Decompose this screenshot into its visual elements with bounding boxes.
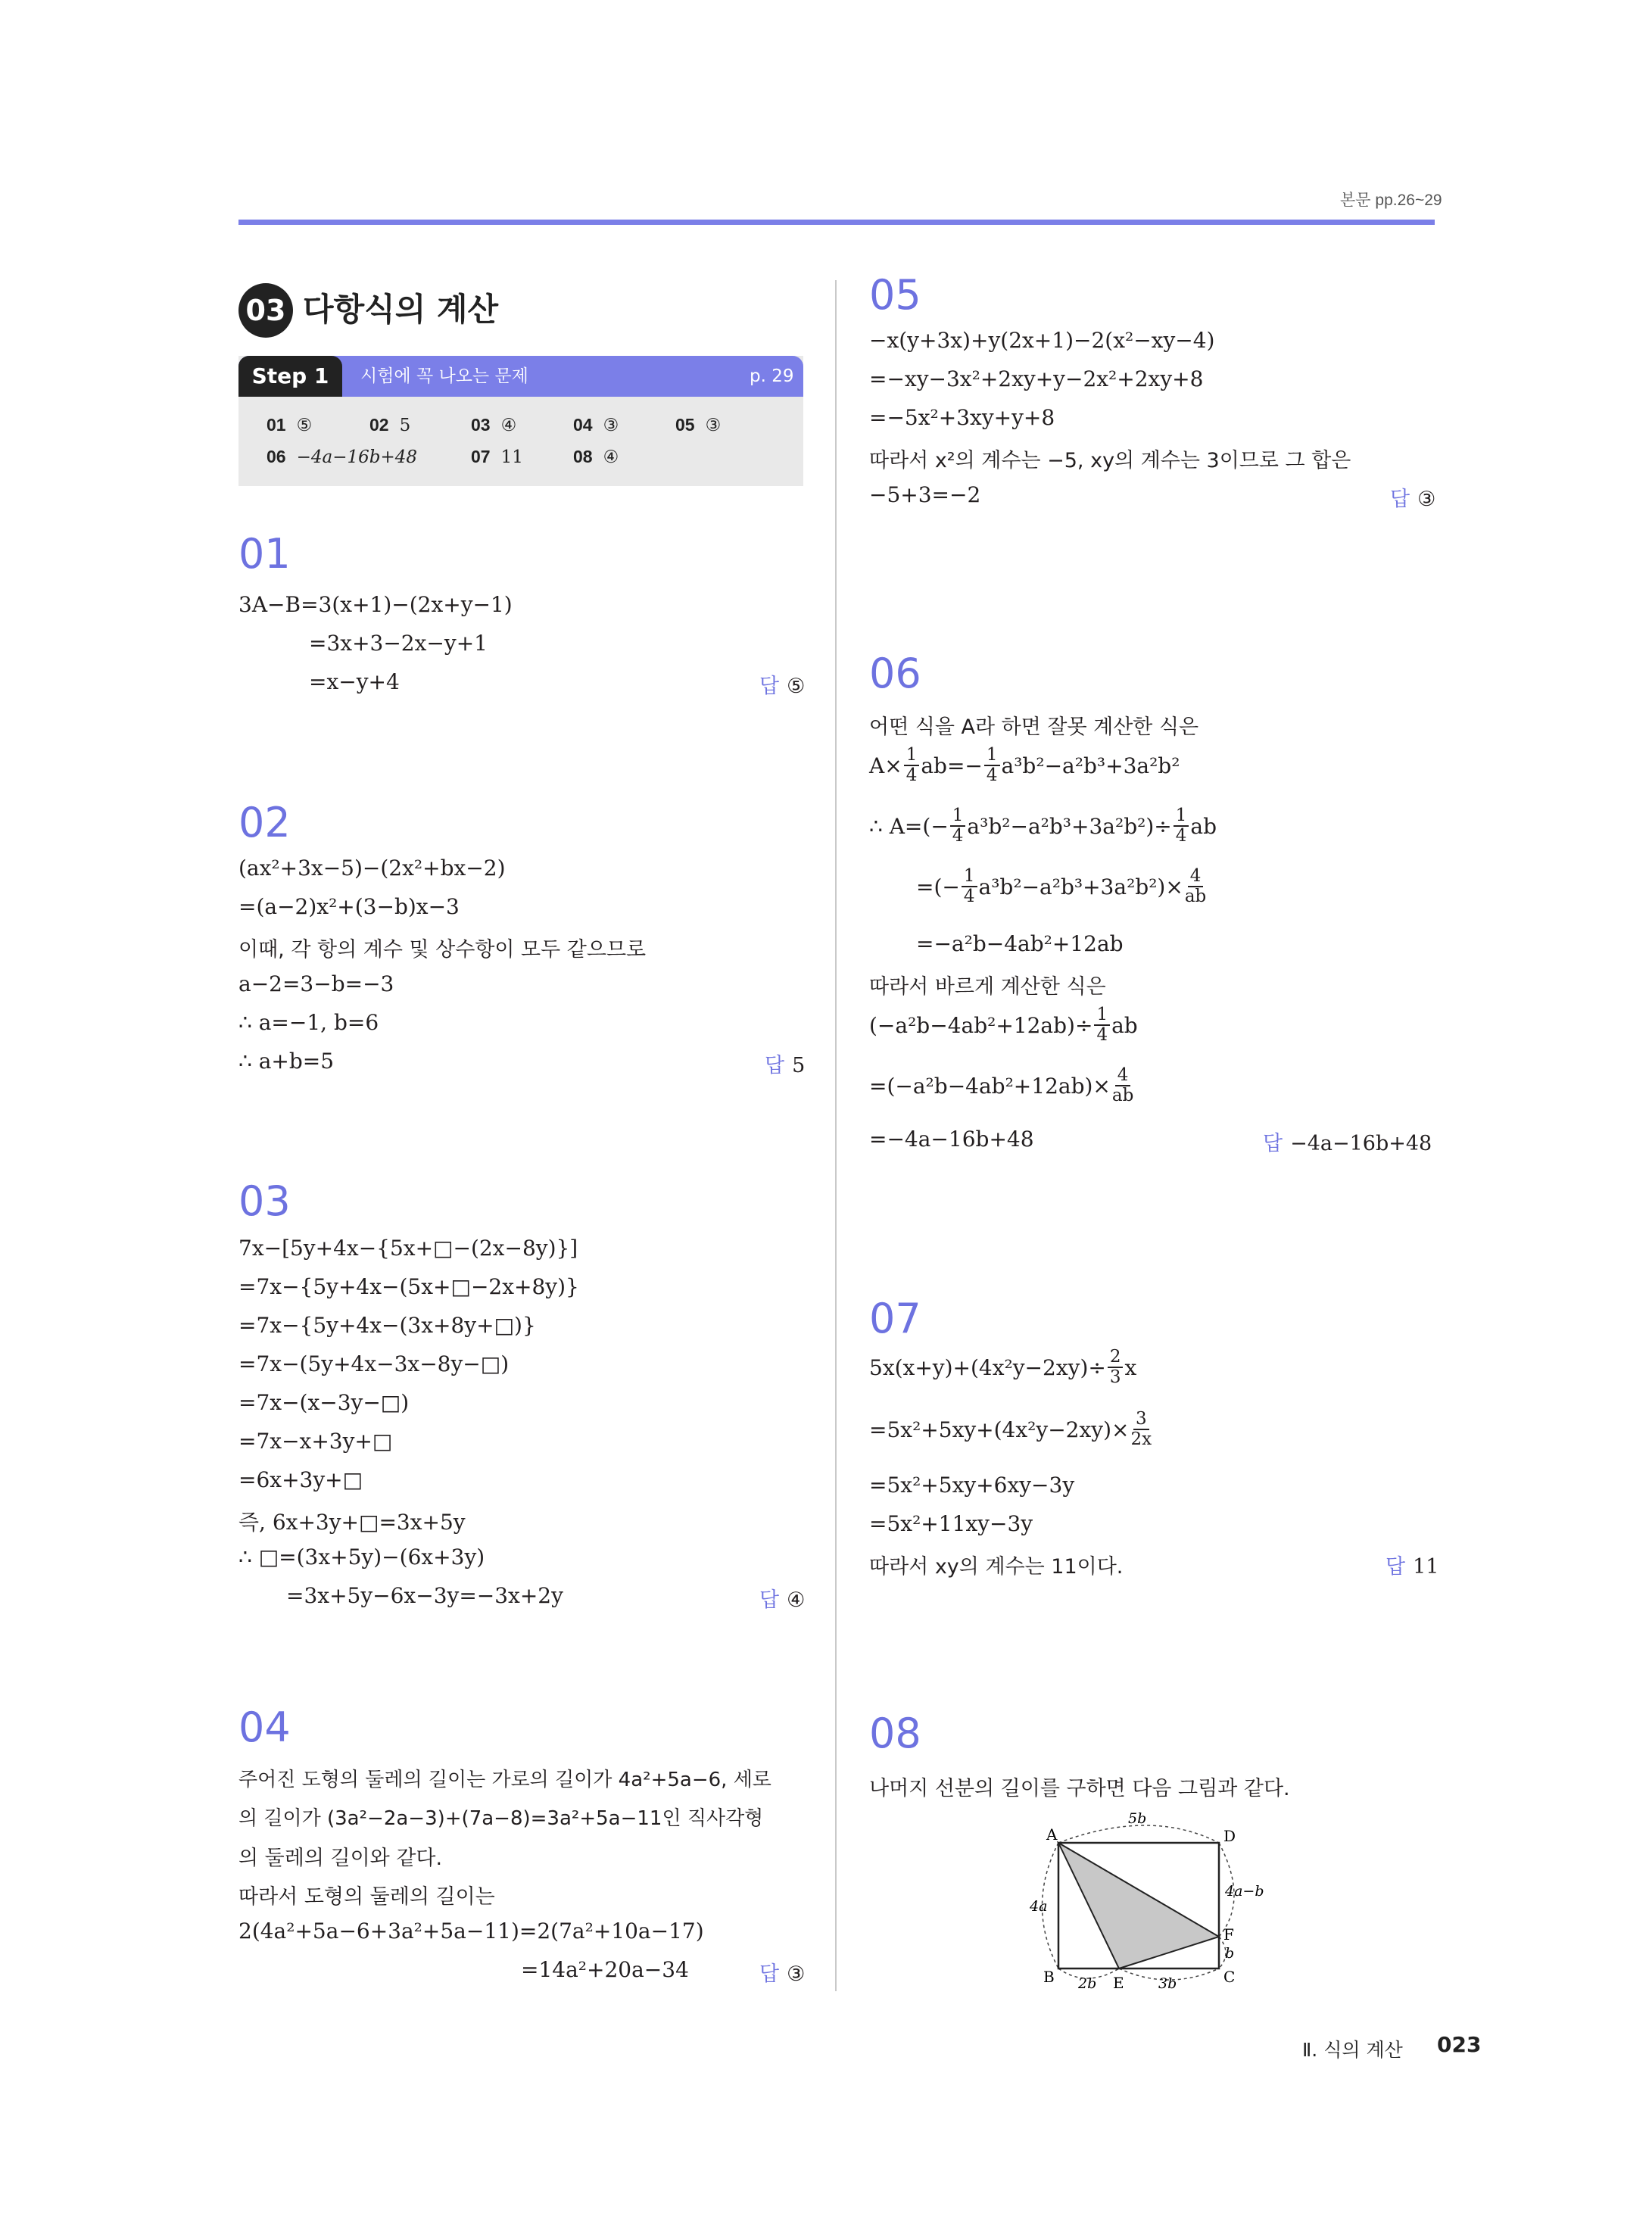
- section-title: 다항식의 계산: [303, 291, 499, 328]
- solution-text: 어떤 식을 A라 하면 잘못 계산한 식은: [869, 715, 1199, 739]
- shaded-triangle: [1058, 1843, 1219, 1968]
- solution-line: =−4a−16b+48: [869, 1127, 1034, 1152]
- problem-number: 02: [238, 799, 291, 846]
- solution-line: =14a²+20a−34: [521, 1957, 689, 1982]
- answer-item: 04 ③: [573, 415, 619, 435]
- answer-item: 03 ④: [471, 415, 517, 435]
- label-e: E: [1113, 1974, 1124, 1991]
- answer-label: 답 11: [1385, 1555, 1439, 1579]
- solution-line: a−2=3−b=−3: [238, 971, 394, 996]
- solution-line: =6x+3y+□: [238, 1467, 363, 1492]
- answer-item: 06 −4a−16b+48: [267, 447, 418, 467]
- solution-line: 즉, 6x+3y+□=3x+5y: [238, 1510, 466, 1535]
- problem-number: 07: [869, 1295, 921, 1342]
- label-b: B: [1043, 1968, 1055, 1986]
- answer-item: 05 ③: [675, 415, 722, 435]
- fraction-line: A× $\frac{1}{4}$ ab=− $\frac{1}{4}$ a³b²−a²b³+3a²b²: [869, 745, 1180, 786]
- solution-line: =3x+3−2x−y+1: [309, 631, 488, 656]
- answer-item: 02 5: [369, 415, 411, 435]
- solution-line: =5x²+11xy−3y: [869, 1511, 1033, 1536]
- solution-text: 따라서 바르게 계산한 식은: [869, 975, 1106, 999]
- chapter-footer: Ⅱ. 식의 계산: [1302, 2039, 1403, 2061]
- fraction-line: ∴ A=(− $\frac{1}{4}$ a³b²−a²b³+3a²b²)÷ $\frac{1}{4}$ ab: [869, 806, 1217, 846]
- problem-number: 08: [869, 1710, 921, 1757]
- solution-text: 주어진 도형의 둘레의 길이는 가로의 길이가 4a²+5a−6, 세로: [238, 1769, 771, 1791]
- solution-line: =7x−x+3y+□: [238, 1429, 393, 1454]
- solution-line: =5x²+5xy+6xy−3y: [869, 1473, 1075, 1498]
- solution-line: ∴ □=(3x+5y)−(6x+3y): [238, 1545, 485, 1569]
- problem-number: 03: [238, 1177, 291, 1225]
- column-divider: [835, 280, 837, 1991]
- fraction-line: (−a²b−4ab²+12ab)÷ $\frac{1}{4}$ ab: [869, 1005, 1138, 1046]
- solution-line: ∴ a+b=5: [238, 1049, 335, 1074]
- solution-line: 2(4a²+5a−6+3a²+5a−11)=2(7a²+10a−17): [238, 1919, 704, 1944]
- solution-line: =7x−{5y+4x−(5x+□−2x+8y)}: [238, 1274, 579, 1299]
- fraction: $\frac{3}{2x}$: [1130, 1409, 1152, 1450]
- answer-item: 08 ④: [573, 447, 619, 467]
- solution-text: 의 둘레의 길이와 같다.: [238, 1847, 443, 1870]
- label-fc-b: b: [1225, 1945, 1235, 1962]
- fraction: $\frac{4}{ab}$: [1184, 866, 1207, 907]
- answer-label: 답 ③: [759, 1962, 806, 1986]
- solution-line: ∴ a=−1, b=6: [238, 1010, 379, 1035]
- fraction: $\frac{1}{4}$: [1094, 1005, 1110, 1046]
- answer-item: 01 ⑤: [267, 415, 313, 435]
- solution-line: (ax²+3x−5)−(2x²+bx−2): [238, 856, 506, 881]
- label-ec-3b: 3b: [1158, 1975, 1177, 1991]
- fraction: $\frac{1}{4}$: [1174, 806, 1189, 846]
- label-d: D: [1223, 1827, 1236, 1845]
- step-tab: Step 1: [238, 356, 342, 397]
- solution-text: 따라서 x²의 계수는 −5, xy의 계수는 3이므로 그 합은: [869, 449, 1351, 472]
- fraction: $\frac{1}{4}$: [950, 806, 966, 846]
- fraction-line: =(−a²b−4ab²+12ab)× $\frac{4}{ab}$: [869, 1065, 1134, 1106]
- answer-item: 07 11: [471, 447, 523, 467]
- label-top-5b: 5b: [1128, 1810, 1147, 1827]
- solution-text: 의 길이가 (3a²−2a−3)+(7a−8)=3a²+5a−11인 직사각형: [238, 1807, 764, 1830]
- solution-line: −x(y+3x)+y(2x+1)−2(x²−xy−4): [869, 328, 1215, 353]
- fraction: $\frac{1}{4}$: [984, 746, 1000, 786]
- solution-text: 나머지 선분의 길이를 구하면 다음 그림과 같다.: [869, 1777, 1290, 1800]
- fraction: $\frac{1}{4}$: [904, 746, 920, 786]
- answer-label: 답 ④: [759, 1588, 806, 1612]
- solution-line: =7x−(x−3y−□): [238, 1390, 410, 1415]
- page-number: 023: [1437, 2032, 1482, 2057]
- problem-number: 06: [869, 650, 921, 697]
- solution-line: =x−y+4: [309, 669, 400, 694]
- solution-line: =3x+5y−6x−3y=−3x+2y: [286, 1583, 563, 1608]
- answer-label: 답 −4a−16b+48: [1263, 1132, 1432, 1155]
- problem-number: 01: [238, 530, 291, 578]
- solution-line: =7x−{5y+4x−(3x+8y+□)}: [238, 1313, 536, 1338]
- section-number-badge: 03: [238, 283, 293, 338]
- solution-text: 이때, 각 항의 계수 및 상수항이 모두 같으므로: [238, 938, 647, 962]
- label-a: A: [1046, 1825, 1058, 1844]
- header-rule: [238, 220, 1435, 225]
- solution-line: =−5x²+3xy+y+8: [869, 405, 1055, 430]
- fraction-line: 5x(x+y)+(4x²y−2xy)÷ $\frac{2}{3}$ x: [869, 1347, 1137, 1388]
- fraction: $\frac{4}{ab}$: [1111, 1065, 1134, 1106]
- solution-line: 7x−[5y+4x−{5x+□−(2x−8y)}]: [238, 1236, 578, 1261]
- answer-label: 답 ⑤: [759, 675, 806, 698]
- solution-line: =7x−(5y+4x−3x−8y−□): [238, 1351, 510, 1376]
- label-c: C: [1223, 1968, 1236, 1986]
- page-reference: 본문 pp.26~29: [1340, 192, 1442, 209]
- solution-line: =(a−2)x²+(3−b)x−3: [238, 894, 460, 919]
- rectangle-figure: [1030, 1810, 1280, 1991]
- solution-line: =−xy−3x²+2xy+y−2x²+2xy+8: [869, 366, 1204, 391]
- problem-number: 05: [869, 271, 921, 319]
- solution-line: =−a²b−4ab²+12ab: [916, 931, 1124, 956]
- label-left-4a: 4a: [1030, 1898, 1048, 1915]
- label-be-2b: 2b: [1078, 1975, 1097, 1991]
- fraction-line: =(− $\frac{1}{4}$ a³b²−a²b³+3a²b²)× $\frac{4}{ab}$: [916, 866, 1207, 907]
- fraction: $\frac{2}{3}$: [1108, 1348, 1124, 1388]
- fraction: $\frac{1}{4}$: [962, 867, 977, 907]
- problem-number: 04: [238, 1704, 291, 1751]
- solution-text: 따라서 도형의 둘레의 길이는: [238, 1885, 495, 1909]
- step-title: 시험에 꼭 나오는 문제: [360, 366, 528, 386]
- answer-label: 답 5: [765, 1054, 806, 1077]
- top-arc: [1058, 1825, 1219, 1843]
- solution-line: 3A−B=3(x+1)−(2x+y−1): [238, 592, 513, 617]
- solution-text: 따라서 xy의 계수는 11이다.: [869, 1555, 1124, 1579]
- label-f: F: [1223, 1925, 1234, 1944]
- fraction-line: =5x²+5xy+(4x²y−2xy)× $\frac{3}{2x}$: [869, 1409, 1152, 1450]
- solution-line: −5+3=−2: [869, 482, 981, 507]
- answer-label: 답 ③: [1390, 488, 1436, 511]
- label-right-4a-b: 4a−b: [1225, 1883, 1264, 1900]
- step-page-ref: p. 29: [750, 366, 794, 386]
